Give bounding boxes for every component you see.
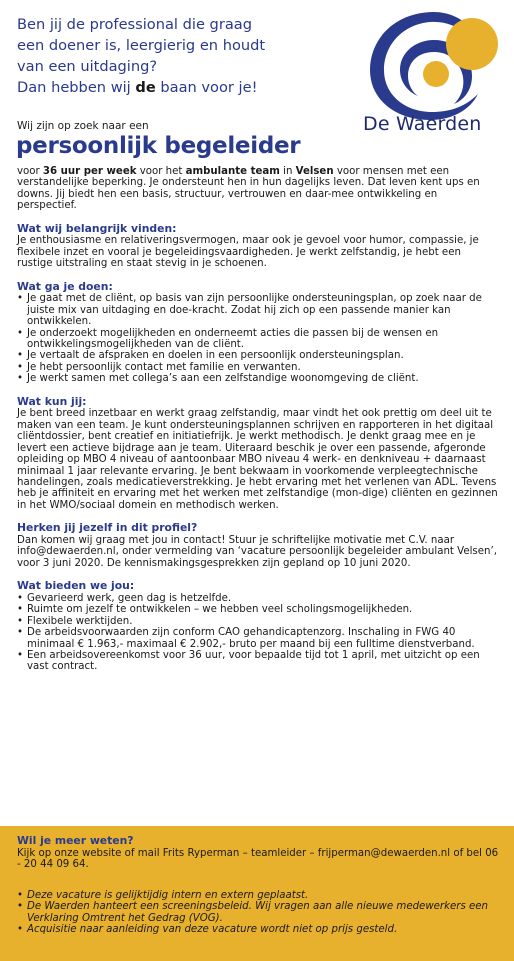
list-item: • Flexibele werktijden.	[17, 616, 499, 627]
tasks-list	[17, 293, 499, 385]
opening-hours: 36 uur per week	[42, 166, 137, 177]
opening-text: in	[279, 166, 296, 177]
section-heading: Wat ga je doen:	[17, 279, 113, 293]
section-heading: Wat bieden we jou:	[17, 579, 135, 593]
list-item: • De arbeidsvoorwaarden zijn conform CAO gehandicaptenzorg. Inschaling in FWG 40 minimaal € 1.963,- maximaal € 2.902,- bruto per maand bij een fulltime dienstverband.	[17, 627, 499, 650]
opening-text: voor het	[136, 166, 186, 177]
intro-line: Ben jij de professional die graag	[17, 16, 252, 33]
opening-text: voor	[17, 166, 43, 177]
vacancy-content	[17, 166, 499, 673]
section-body: Dan komen wij graag met jou in contact! Stuur je schriftelijke motivatie met C.V. naar info@dewaerden.nl, onder vermelding van ‘vacature persoonlijk begeleider ambulant Velsen’, voor 3 juni 2020. De kennismakingsgesprekken zijn gepland op 10 juni 2020.	[17, 534, 497, 569]
intro-line: een doener is, leergierig en houdt	[17, 37, 266, 54]
intro-text	[17, 14, 347, 98]
opening-location: Velsen	[295, 166, 334, 177]
intro-last-pre: Dan hebben wij	[17, 79, 136, 96]
list-item: • Je gaat met de cliënt, op basis van zijn persoonlijke ondersteuningsplan, op zoek naar de juiste mix van uitdaging en doe-kracht. Zodat hij zich op een passende manier kan ontwikkelen.	[17, 293, 499, 327]
footer-note: • De Waerden hanteert een screeningsbeleid. Wij vragen aan alle nieuwe medewerkers een Verklaring Omtrent het Gedrag (VOG).	[17, 901, 502, 924]
header	[0, 0, 514, 159]
list-item: • Je werkt samen met collega’s aan een zelfstandige woonomgeving de cliënt.	[17, 373, 499, 384]
footer-heading: Wil je meer weten?	[17, 834, 134, 847]
section-heading: Herken jij jezelf in dit profiel?	[17, 521, 198, 535]
job-title: persoonlijk begeleider	[16, 133, 301, 159]
list-item: • Je hebt persoonlijk contact met familie en verwanten.	[17, 362, 499, 373]
intro-last-post: baan voor je!	[155, 79, 258, 96]
section-body: Je enthousiasme en relativeringsvermogen, maar ook je gevoel voor humor, compassie, je flexibele inzet en vooral je begeleidingsvaardigheden. Je werkt zelfstandig, je hebt een rustige uitstraling en staat stevig in je schoenen.	[17, 235, 479, 270]
list-item: • Je vertaalt de afspraken en doelen in een persoonlijk ondersteuningsplan.	[17, 350, 499, 361]
opening-text: voor mensen met een verstandelijke beperking. Je ondersteunt hen in hun dagelijks leven. Dat leven kent ups en downs. Jij biedt hen een basis, structuur, vertrouwen en daar-mee ontwikkeling en perspectief.	[17, 166, 480, 212]
logo-wordmark: De Waerden	[363, 113, 482, 135]
contact-footer	[0, 826, 514, 961]
footer-content	[17, 835, 502, 936]
intro-line: van een uitdaging?	[17, 58, 158, 75]
footer-notes	[17, 890, 502, 936]
section-body: Je bent breed inzetbaar en werkt graag zelfstandig, maar vindt het ook prettig om deel uit te maken van een team. Je kunt ondersteuningsplannen schrijven en rapporteren in het digitaal cliëntdossier, bent creatief en initiatiefrijk. Je werkt methodisch. Je denkt graag mee en je levert een actieve bijdrage aan je team. Uiteraard beschik je over een passende, afgeronde opleiding op MBO 4 niveau of aantoonbaar MBO niveau 4 werk- en denkniveau + daarnaast minimaal 1 jaar relevante ervaring. Je bent bekwaam in voorkomende verpleegtechnische handelingen, zoals medicatieverstrekking. Je hebt ervaring met het verlenen van ADL. Tevens heb je affiniteit en ervaring met het werken met zelfstandige (mon-dige) cliënten en gezinnen in het WMO/sociaal domein en methodisch werken.	[17, 408, 498, 511]
benefits-list	[17, 593, 499, 673]
list-item: • Een arbeidsovereenkomst voor 36 uur, voor bepaalde tijd tot 1 april, met uitzicht op een vast contract.	[17, 650, 499, 673]
opening-paragraph	[17, 166, 499, 212]
section-heading: Wat wij belangrijk vinden:	[17, 221, 177, 235]
footer-note: • Deze vacature is gelijktijdig intern en extern geplaatst.	[17, 890, 502, 902]
opening-team: ambulante team	[185, 166, 280, 177]
lead-text: Wij zijn op zoek naar een	[17, 120, 149, 132]
intro-last-bold: de	[135, 79, 156, 96]
footer-note: • Acquisitie naar aanleiding van deze vacature wordt niet op prijs gesteld.	[17, 924, 502, 936]
list-item: • Ruimte om jezelf te ontwikkelen – we hebben veel scholingsmogelijkheden.	[17, 604, 499, 615]
list-item: • Gevarieerd werk, geen dag is hetzelfde.	[17, 593, 499, 604]
list-item: • Je onderzoekt mogelijkheden en onderneemt acties die passen bij de wensen en ontwikkelingsmogelijkheden van de cliënt.	[17, 328, 499, 351]
intro-line-last	[17, 77, 347, 98]
section-heading: Wat kun jij:	[17, 394, 87, 408]
footer-body: Kijk op onze website of mail Frits Ryperman – teamleider – frijperman@dewaerden.nl of bel 06 - 20 44 09 64.	[17, 847, 499, 870]
